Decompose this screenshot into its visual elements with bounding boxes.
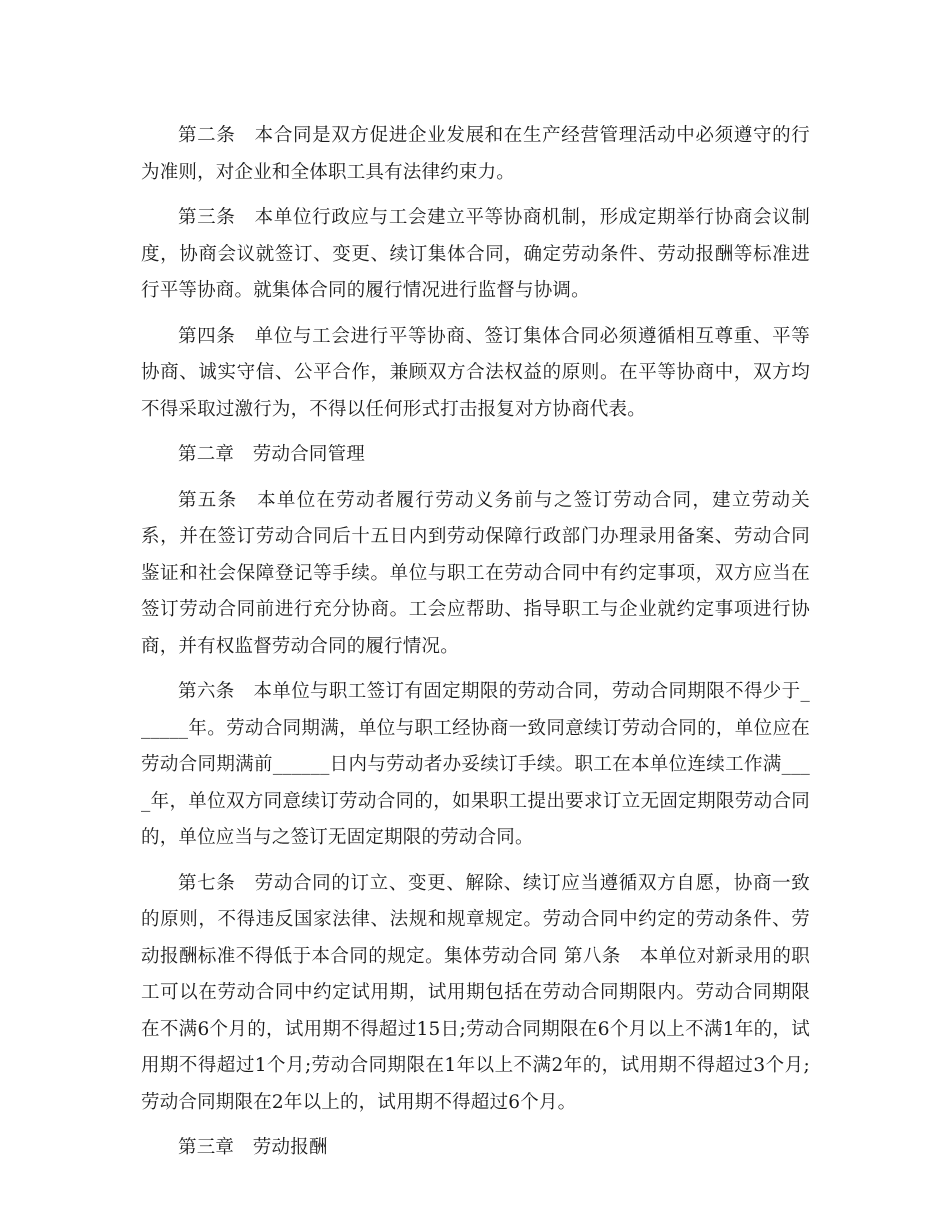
chapter-3-heading: 第三章 劳动报酬 xyxy=(178,1137,328,1158)
article-7-8-paragraph: 第七条 劳动合同的订立、变更、解除、续订应当遵循双方自愿，协商一致的原则，不得违反国家法律、法规和规章规定。劳动合同中约定的劳动条件、劳动报酬标准不得低于本合同的规定。集体劳动合同 第八条 本单位对新录用的职工可以在劳动合同中约定试用期，试用期包括在劳动合同期限内。劳动合同期限在不满6个月的，试用期不得超过15日;劳动合同期限在6个月以上不满1年的，试用期不得超过1个月;劳动合同期限在1年以上不满2年的，试用期不得超过3个月;劳动合同期限在2年以上的，试用期不得超过6个月。 xyxy=(141,872,810,1113)
article-4-paragraph: 第四条 单位与工会进行平等协商、签订集体合同必须遵循相互尊重、平等协商、诚实守信、公平合作，兼顾双方合法权益的原则。在平等协商中，双方均不得采取过激行为，不得以任何形式打击报复对方协商代表。 xyxy=(141,325,810,420)
article-2-paragraph: 第二条 本合同是双方促进企业发展和在生产经营管理活动中必须遵守的行为准则，对企业和全体职工具有法律约束力。 xyxy=(141,125,810,183)
article-6-paragraph: 第六条 本单位与职工签订有固定期限的劳动合同，劳动合同期限不得少于______年。劳动合同期满，单位与职工经协商一致同意续订劳动合同的，单位应在劳动合同期满前______日内与劳动者办妥续订手续。职工在本单位连续工作满____年，单位双方同意续订劳动合同的，如果职工提出要求订立无固定期限劳动合同的，单位应当与之签订无固定期限的劳动合同。 xyxy=(141,681,810,848)
article-5-paragraph: 第五条 本单位在劳动者履行劳动义务前与之签订劳动合同，建立劳动关系，并在签订劳动合同后十五日内到劳动保障行政部门办理录用备案、劳动合同鉴证和社会保障登记等手续。单位与职工在劳动合同中有约定事项，双方应当在签订劳动合同前进行充分协商。工会应帮助、指导职工与企业就约定事项进行协商，并有权监督劳动合同的履行情况。 xyxy=(141,489,810,657)
chapter-2-heading: 第二章 劳动合同管理 xyxy=(178,444,366,465)
article-3-paragraph: 第三条 本单位行政应与工会建立平等协商机制，形成定期举行协商会议制度，协商会议就签订、变更、续订集体合同，确定劳动条件、劳动报酬等标准进行平等协商。就集体合同的履行情况进行监督与协调。 xyxy=(141,207,810,301)
